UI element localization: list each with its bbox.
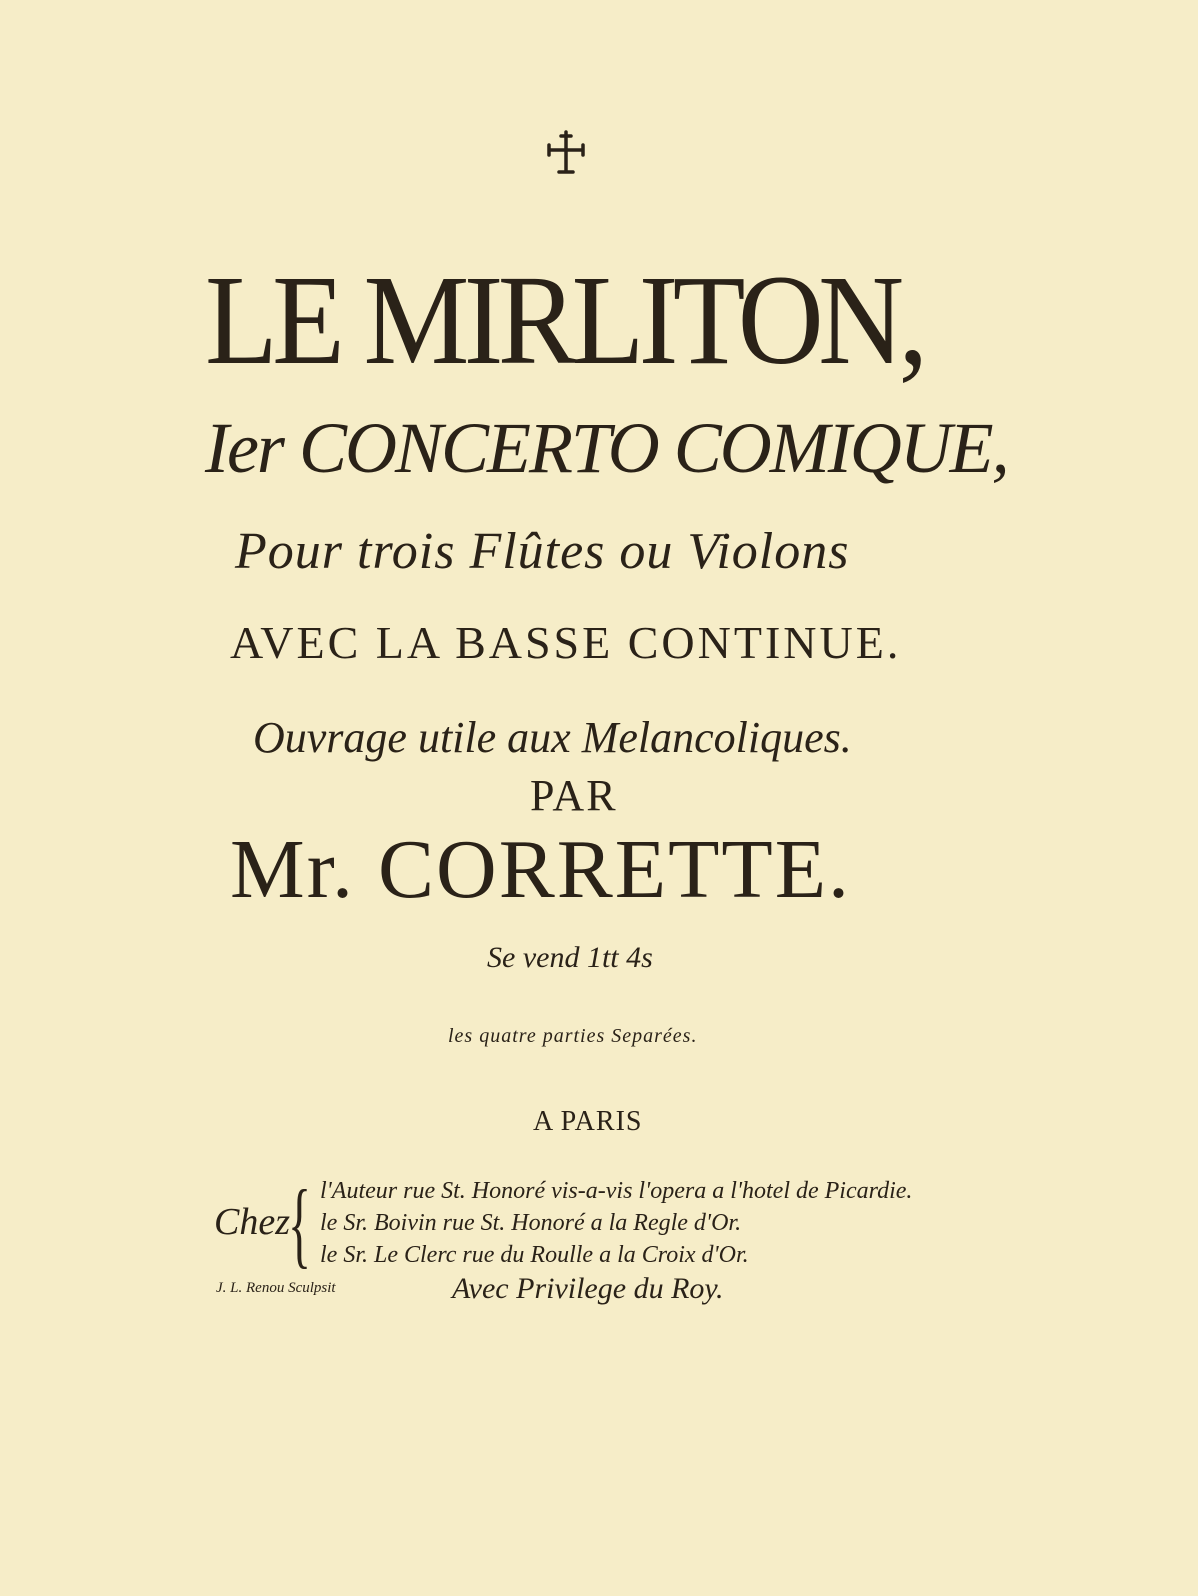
work-title: LE MIRLITON, [205,249,923,391]
engraver-credit: J. L. Renou Sculpsit [216,1280,336,1296]
seller-address: l'Auteur rue St. Honoré vis-a-vis l'opera a l'hotel de Picardie. [320,1178,913,1204]
publication-city: A PARIS [533,1106,643,1137]
sellers-brace: { [288,1170,312,1277]
composer-name: Mr. CORRETTE. [230,823,852,916]
parts-note: les quatre parties Separées. [448,1025,698,1047]
price-line: Se vend 1tt 4s [487,941,653,974]
instrumentation: Pour trois Flûtes ou Violons [235,523,850,580]
royal-privilege: Avec Privilege du Roy. [452,1272,724,1305]
dedication-line: Ouvrage utile aux Melancoliques. [253,713,852,762]
seller-address: le Sr. Boivin rue St. Honoré a la Regle d'Or. [320,1210,742,1236]
sellers-prefix: Chez [214,1201,290,1243]
continuo-line: AVEC LA BASSE CONTINUE. [230,617,902,668]
by-line: PAR [530,771,618,820]
cross-icon [541,128,591,178]
work-subtitle: Ier CONCERTO COMIQUE, [205,408,1008,488]
seller-address: le Sr. Le Clerc rue du Roulle a la Croix d'Or. [320,1242,749,1268]
